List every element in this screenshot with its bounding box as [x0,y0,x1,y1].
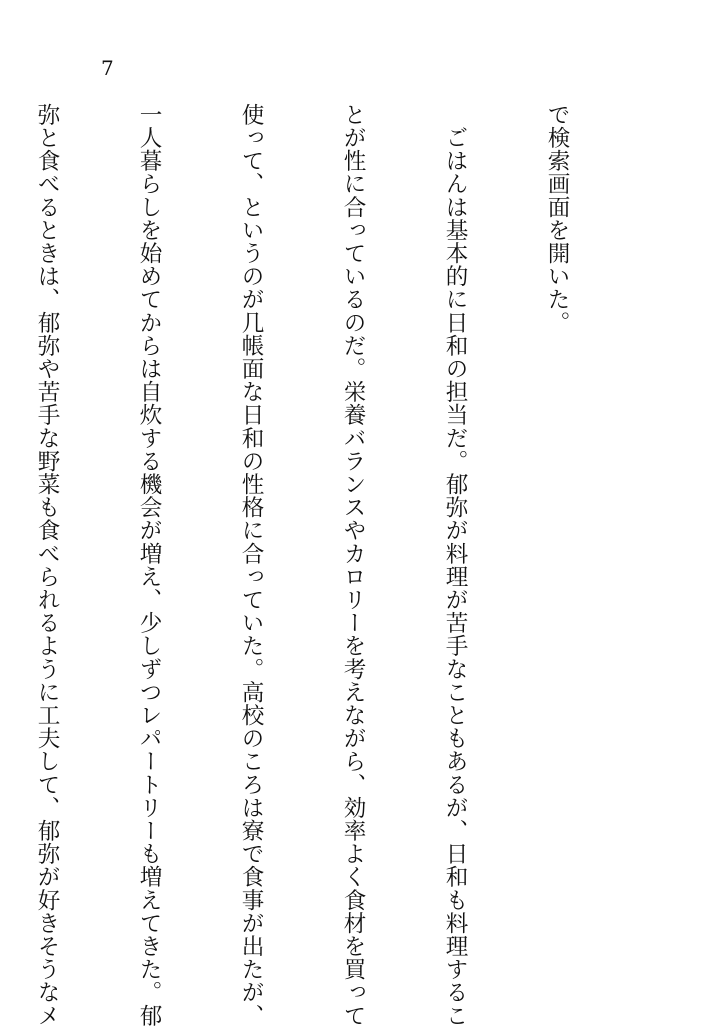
text-line: 弥と食べるときは、郁弥や苦手な野菜も食べられるように工夫して、郁弥が好きそうなメ [34,103,60,1027]
page-number: 7 [101,56,114,80]
text-line: で検索画面を開いた。 [544,103,570,334]
novel-body-text [0,103,642,1027]
text-line: ごはんは基本的に日和の担当だ。郁弥が料理が苦手なこともあるが、日和も料理するこ [442,103,468,1027]
text-line: 一人暮らしを始めてからは自炊する機会が増え、少しずつレパートリーも増えてきた。郁 [136,103,162,1027]
text-line: とが性に合っているのだ。栄養バランスやカロリーを考えながら、効率よく食材を買って [340,103,366,1027]
text-line: 使って、というのが几帳面な日和の性格に合っていた。高校のころは寮で食事が出たが、 [238,103,264,1027]
